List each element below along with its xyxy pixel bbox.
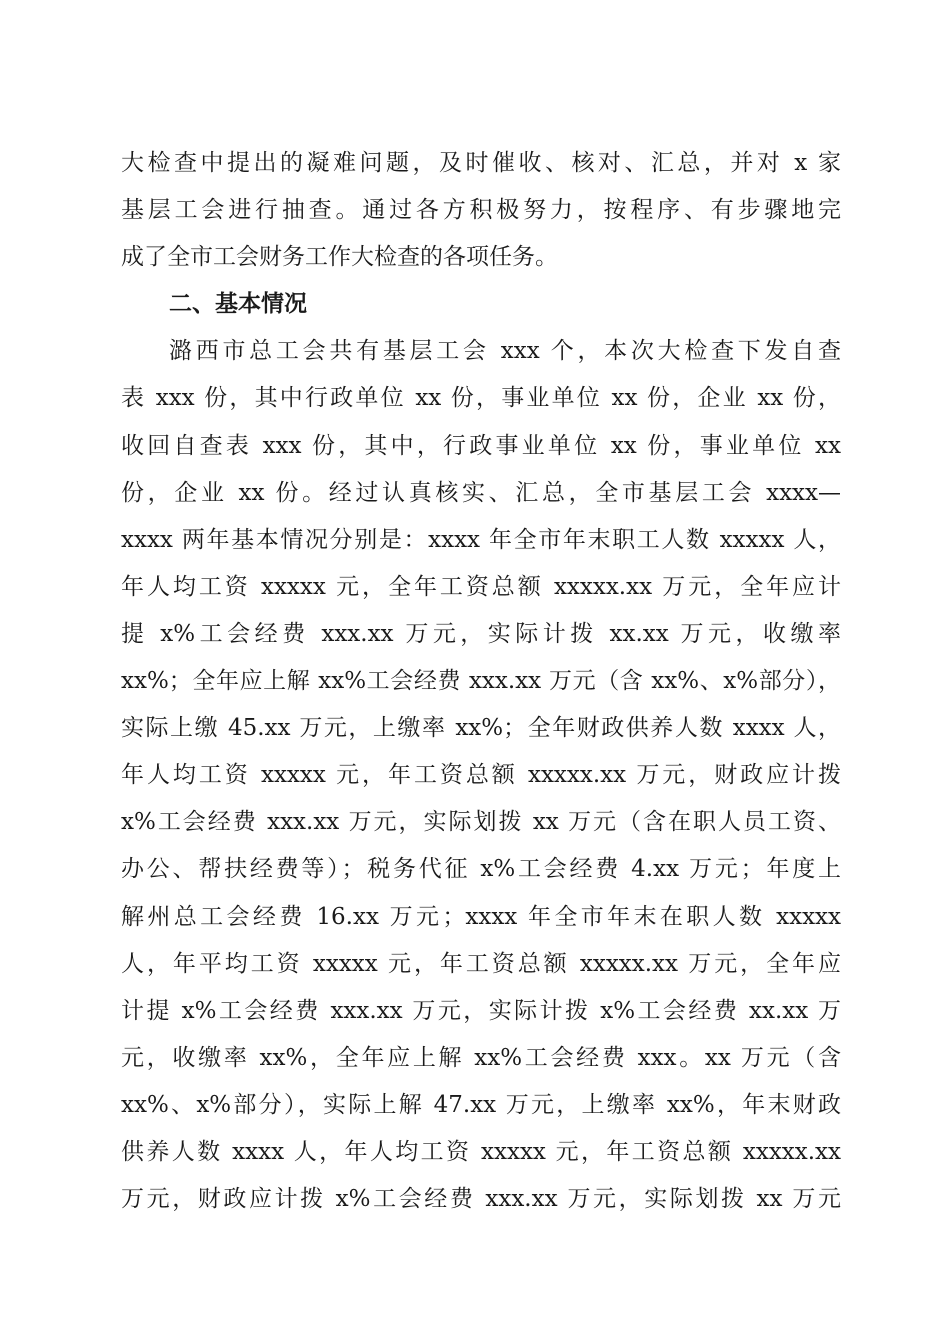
text-line: 成了全市工会财务工作大检查的各项任务。 [121, 244, 558, 271]
text-line: 基层工会进行抽查。通过各方积极努力，按程序、有步骤地完 [121, 197, 841, 224]
text-line: 人，年平均工资 xxxxx 元，年工资总额 xxxxx.xx 万元，全年应 [121, 950, 841, 977]
text-line: 万元，财政应计拨 x%工会经费 xxx.xx 万元，实际划拨 xx 万元 [121, 1186, 841, 1213]
text-line: 计提 x%工会经费 xxx.xx 万元，实际计拨 x%工会经费 xx.xx 万 [121, 997, 841, 1024]
document-body [121, 140, 841, 1223]
section-heading: 二、基本情况 [169, 291, 307, 318]
text-line: 潞西市总工会共有基层工会 xxx 个，本次大检查下发自查 [169, 338, 841, 365]
text-line: x%工会经费 xxx.xx 万元，实际划拨 xx 万元（含在职人员工资、 [121, 809, 841, 836]
text-line: 大检查中提出的凝难问题，及时催收、核对、汇总，并对 x 家 [121, 150, 841, 176]
text-line: xx%；全年应上解 xx%工会经费 xxx.xx 万元（含 xx%、x%部分）， [121, 668, 841, 695]
text-line: 年人均工资 xxxxx 元，全年工资总额 xxxxx.xx 万元，全年应计 [121, 573, 841, 600]
text-line: 办公、帮扶经费等）；税务代征 x%工会经费 4.xx 万元；年度上 [121, 856, 841, 883]
text-line: 收回自查表 xxx 份，其中，行政事业单位 xx 份，事业单位 xx [121, 432, 841, 459]
text-line: xxxx 两年基本情况分别是：xxxx 年全市年末职工人数 xxxxx 人， [121, 526, 841, 553]
text-line: 份，企业 xx 份。经过认真核实、汇总，全市基层工会 xxxx— [121, 479, 841, 506]
text-line: xx%、x%部分），实际上解 47.xx 万元，上缴率 xx%，年末财政 [121, 1091, 841, 1118]
text-line: 元，收缴率 xx%，全年应上解 xx%工会经费 xxx。xx 万元（含 [121, 1044, 841, 1071]
text-line: 解州总工会经费 16.xx 万元；xxxx 年全市年末在职人数 xxxxx [121, 903, 841, 930]
text-line: 供养人数 xxxx 人，年人均工资 xxxxx 元，年工资总额 xxxxx.xx [121, 1138, 841, 1165]
text-line: 表 xxx 份，其中行政单位 xx 份，事业单位 xx 份，企业 xx 份， [121, 385, 841, 412]
text-line: 年人均工资 xxxxx 元，年工资总额 xxxxx.xx 万元，财政应计拨 [121, 762, 841, 789]
text-line: 实际上缴 45.xx 万元，上缴率 xx%；全年财政供养人数 xxxx 人， [121, 715, 841, 742]
text-line: 提 x%工会经费 xxx.xx 万元，实际计拨 xx.xx 万元，收缴率 [121, 620, 841, 647]
